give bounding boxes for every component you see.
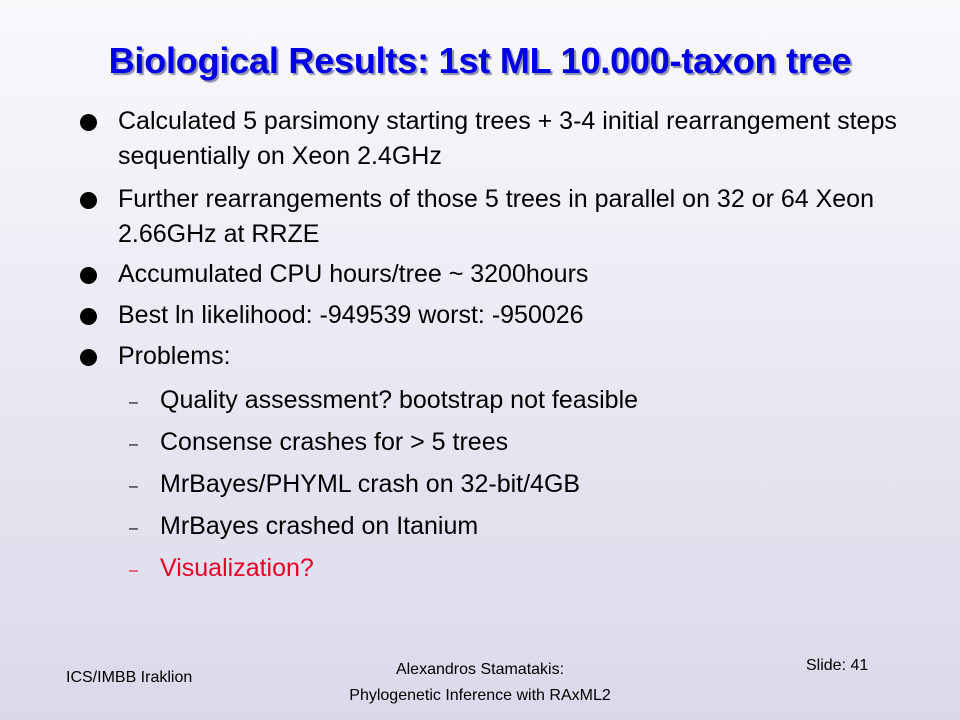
sub-bullet-item [129,383,880,418]
sub-bullet-item [129,467,880,502]
sub-bullet-item [129,509,880,544]
bullet-text: Problems: [118,342,231,370]
footer-author-name: Alexandros Stamatakis: [395,661,565,678]
bullet-text: Best ln likelihood: -949539 worst: -950026 [118,301,584,329]
bullet-item [118,104,898,174]
sub-bullet-text: Quality assessment? bootstrap not feasible [160,386,639,414]
sub-bullet-text: MrBayes/PHYML crash on 32-bit/4GB [160,470,581,498]
bullet-text: Further rearrangements of those 5 trees in parallel on 32 or 64 Xeon 2.66GHz at RRZE [118,185,874,248]
bullet-text: Accumulated CPU hours/tree ~ 3200hours [118,260,589,288]
bullet-dot-icon [80,114,97,131]
footer-institution: ICS/IMBB Iraklion [66,669,193,686]
dash-icon: – [129,394,138,411]
bullet-item [118,182,898,252]
sub-bullet-item-highlighted [129,551,880,586]
bullet-dot-icon [80,192,97,209]
footer-talk-title: Phylogenetic Inference with RAxML2 [349,687,611,704]
dash-icon: – [129,436,138,453]
slide-title: Biological Results: 1st ML 10.000-taxon tree [108,40,852,81]
sub-bullet-text: Visualization? [160,554,314,582]
bullet-dot-icon [80,267,97,284]
bullet-item [118,298,898,333]
bullet-item [118,257,898,292]
slide-number: Slide: 41 [806,657,869,674]
dash-icon: – [129,562,138,579]
dash-icon: – [129,520,138,537]
sub-bullet-item [129,425,880,460]
bullet-text: Calculated 5 parsimony starting trees + 3-4 initial rearrangement steps sequentially on Xeon 2.4GHz [118,107,897,170]
bullet-dot-icon [80,308,97,325]
sub-bullet-text: MrBayes crashed on Itanium [160,512,479,540]
sub-bullet-text: Consense crashes for > 5 trees [160,428,509,456]
bullet-item [118,339,898,374]
footer-author [300,657,660,709]
bullet-dot-icon [80,349,97,366]
dash-icon: – [129,478,138,495]
